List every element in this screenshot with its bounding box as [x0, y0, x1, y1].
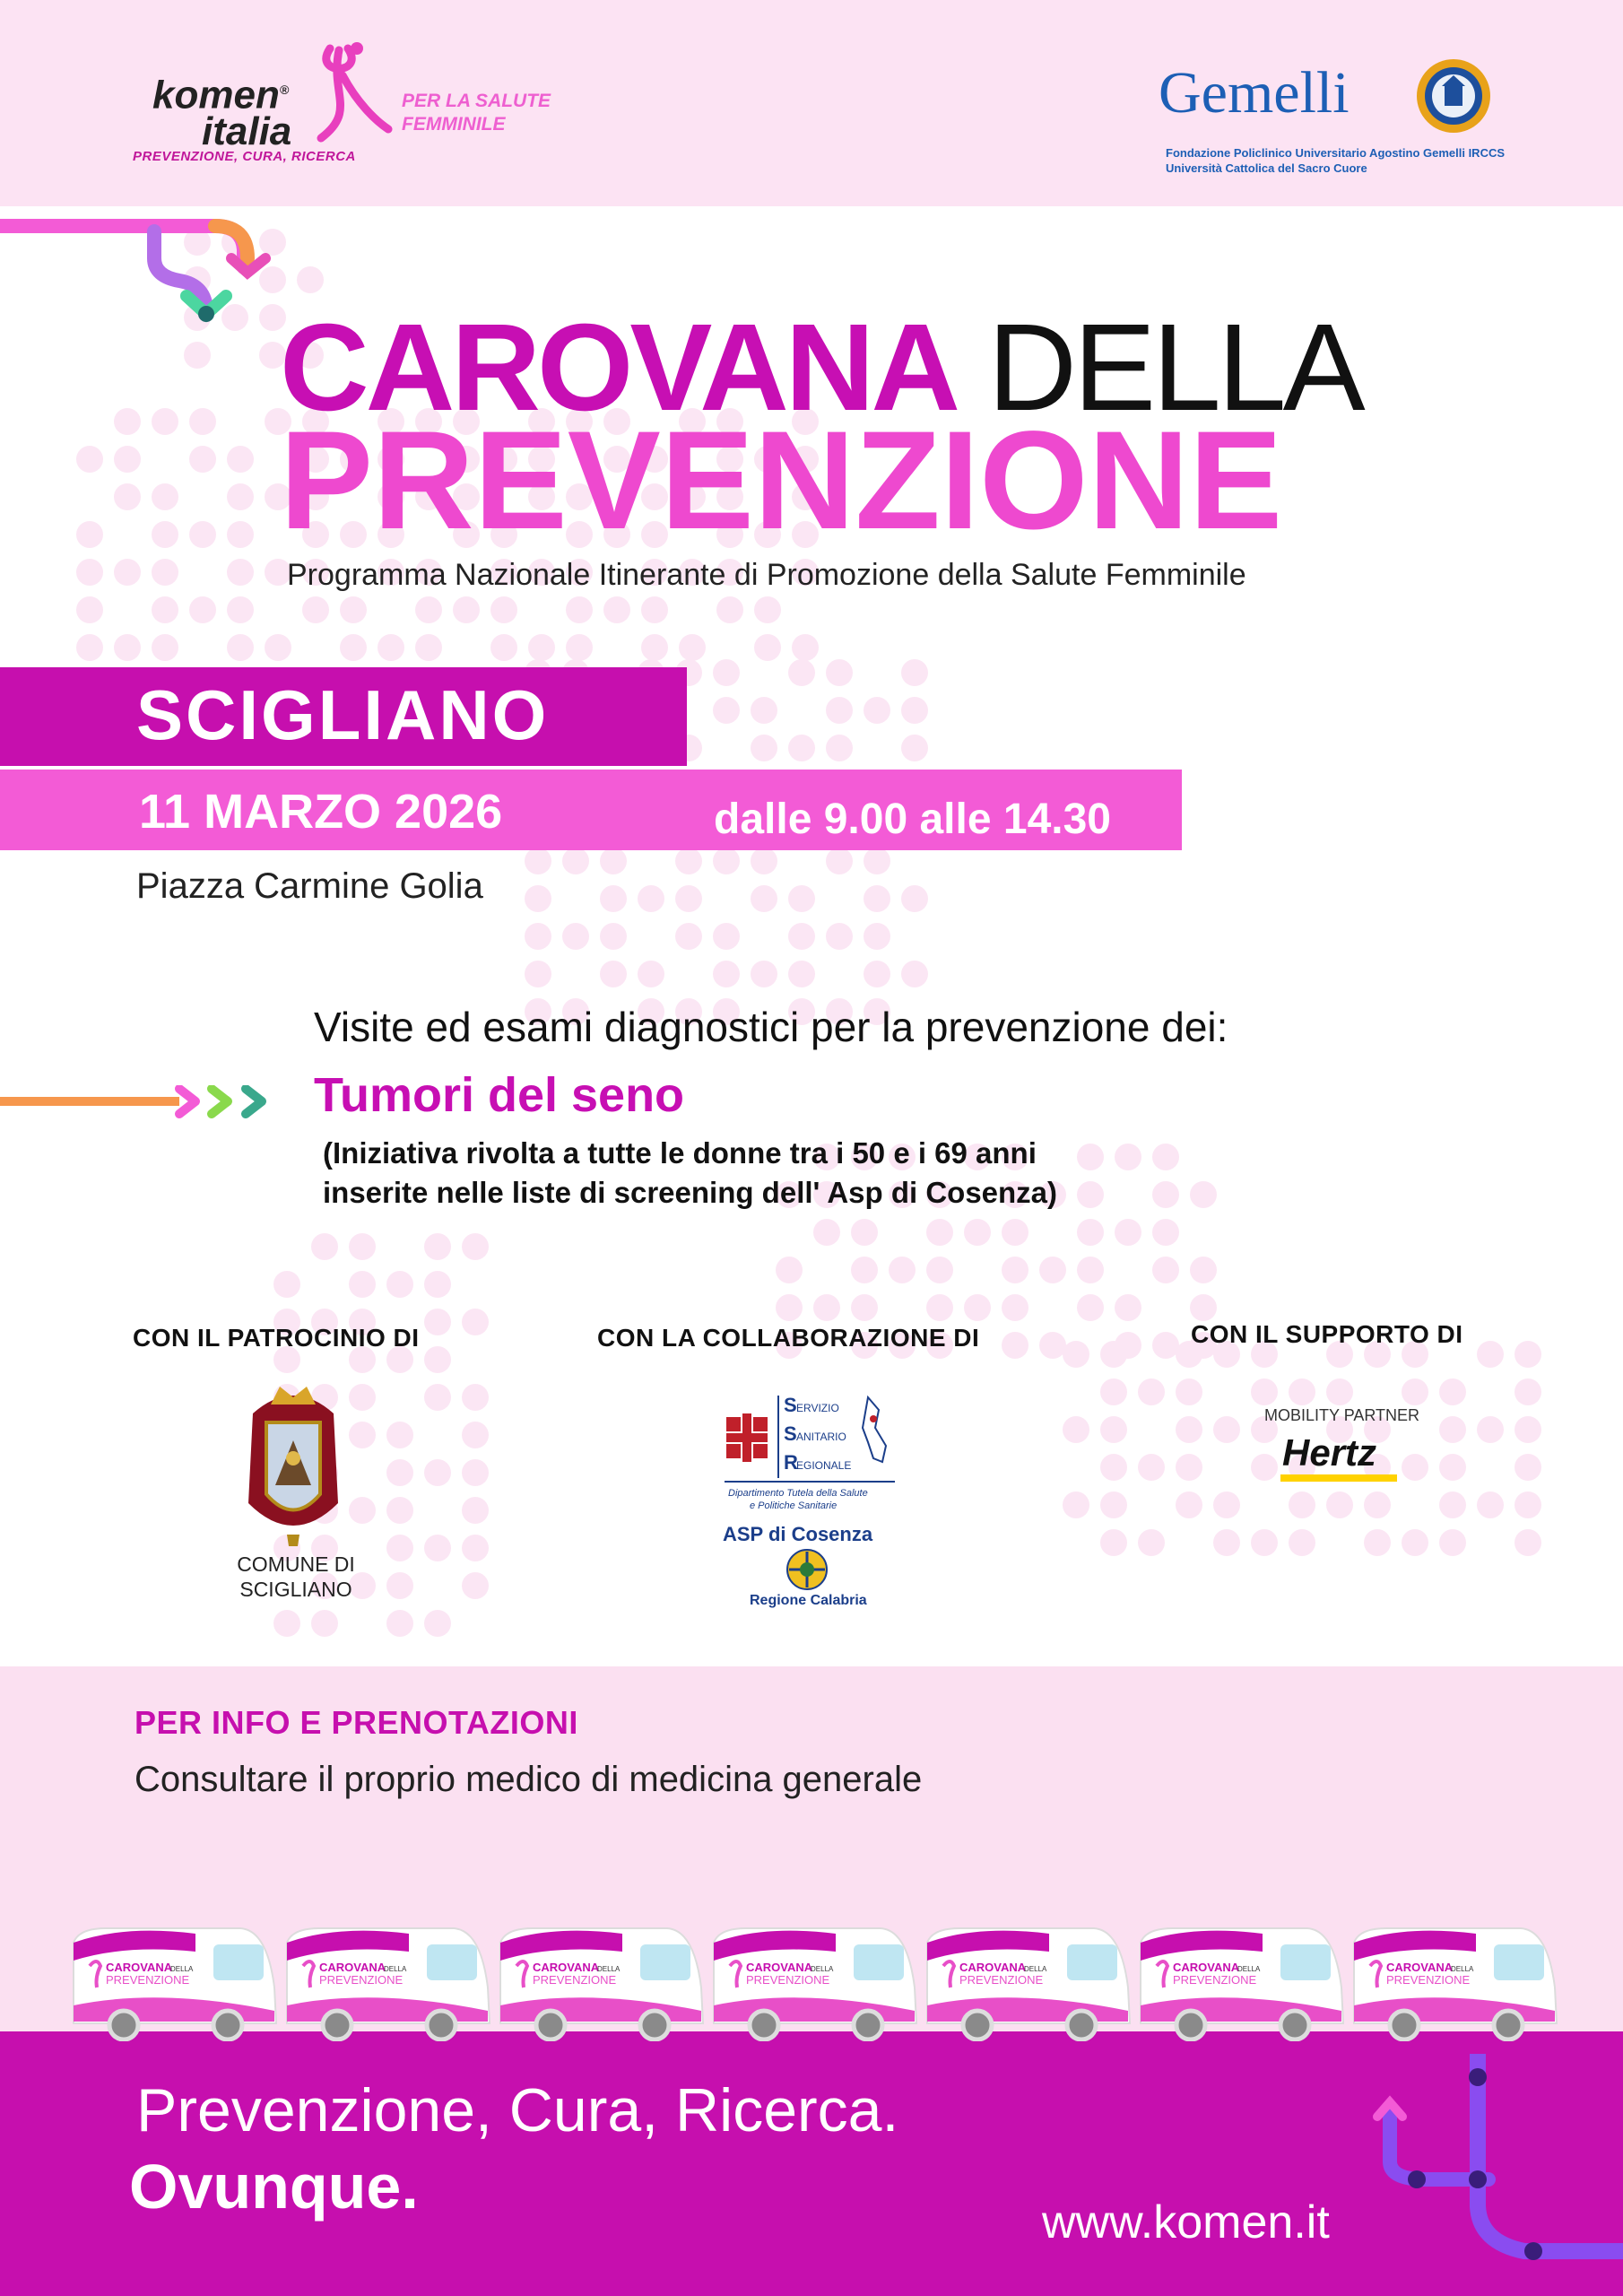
van-illustration — [1354, 1928, 1557, 2039]
van-label-della: DELLA — [811, 1965, 834, 1973]
program-subtitle: Programma Nazionale Itinerante di Promozione della Salute Femminile — [287, 558, 1246, 592]
van-illustration — [287, 1928, 490, 2039]
van-label-main: CAROVANA — [1386, 1961, 1454, 1974]
coat-of-arms-icon — [235, 1378, 352, 1548]
van-illustration — [1141, 1928, 1343, 2039]
van-label-della: DELLA — [384, 1965, 407, 1973]
van-label-della: DELLA — [1451, 1965, 1474, 1973]
hertz-yellow-bar — [1280, 1474, 1397, 1482]
van-illustration — [74, 1928, 276, 2039]
main-title-prevenzione: PREVENZIONE — [280, 403, 1283, 559]
collaboration-heading: CON LA COLLABORAZIONE DI — [597, 1324, 980, 1352]
van-label-sub: PREVENZIONE — [1386, 1973, 1471, 1987]
event-city: SCIGLIANO — [136, 675, 550, 754]
info-heading: PER INFO E PRENOTAZIONI — [135, 1704, 578, 1741]
arrow-chevrons-icon — [0, 1085, 287, 1130]
info-text: Consultare il proprio medico di medicina generale — [135, 1760, 923, 1799]
komen-subline: PREVENZIONE, CURA, RICERCA — [133, 149, 356, 164]
ssr-logo — [725, 1392, 904, 1518]
regione-calabria-seal-icon — [785, 1548, 829, 1591]
ssr-line-2: ANITARIO — [796, 1431, 846, 1443]
komen-tagline: PER LA SALUTE FEMMINILE — [402, 91, 551, 135]
services-intro: Visite ed esami diagnostici per la prevenzione dei: — [314, 1004, 1228, 1050]
regione-label: Regione Calabria — [750, 1593, 867, 1608]
vans-row — [70, 1925, 1576, 2041]
van-label-sub: PREVENZIONE — [746, 1973, 830, 1987]
van-label-main: CAROVANA — [319, 1961, 386, 1974]
comune-label: COMUNE DI SCIGLIANO — [237, 1552, 355, 1601]
van-label-main: CAROVANA — [533, 1961, 600, 1974]
ssr-initial-1: S — [784, 1394, 797, 1416]
event-place: Piazza Carmine Golia — [136, 866, 483, 906]
van-illustration — [927, 1928, 1130, 2039]
van-label-della: DELLA — [1237, 1965, 1261, 1973]
gemelli-subtitle: Fondazione Policlinico Universitario Agostino Gemelli IRCCS Università Cattolica del Sacro Cuore — [1166, 146, 1506, 175]
decorative-route-icon — [1345, 2054, 1623, 2296]
patronage-heading: CON IL PATROCINIO DI — [133, 1324, 420, 1352]
van-label-main: CAROVANA — [746, 1961, 813, 1974]
event-time: dalle 9.00 alle 14.30 — [714, 796, 1111, 843]
mobility-partner-label: MOBILITY PARTNER — [1264, 1406, 1420, 1424]
ssr-dept-line1: Dipartimento Tutela della Salute — [728, 1488, 868, 1499]
van-illustration — [500, 1928, 703, 2039]
van-label-sub: PREVENZIONE — [533, 1973, 617, 1987]
van-label-main: CAROVANA — [106, 1961, 173, 1974]
university-seal-icon — [1415, 57, 1492, 135]
ssr-line-1: ERVIZIO — [796, 1402, 839, 1414]
gemelli-logo-text: Gemelli — [1159, 60, 1350, 126]
van-label-main: CAROVANA — [1173, 1961, 1240, 1974]
van-label-main: CAROVANA — [959, 1961, 1027, 1974]
van-label-sub: PREVENZIONE — [959, 1973, 1044, 1987]
van-label-della: DELLA — [170, 1965, 194, 1973]
service-note: (Iniziativa rivolta a tutte le donne tra i 50 e i 69 anni inserite nelle liste di screening dell' Asp di Cosenza) — [323, 1136, 1058, 1209]
ssr-line-3: EGIONALE — [796, 1459, 852, 1472]
van-label-sub: PREVENZIONE — [106, 1973, 190, 1987]
main-title: CAROVANA DELLA — [280, 299, 1362, 437]
pink-ribbon-icon — [303, 39, 393, 147]
footer-slogan: Prevenzione, Cura, Ricerca. — [136, 2076, 899, 2144]
decorative-path-icon — [0, 213, 287, 330]
komen-logo-text: komen® italia — [152, 73, 292, 153]
van-label-della: DELLA — [1024, 1965, 1047, 1973]
event-date: 11 MARZO 2026 — [139, 785, 503, 839]
asp-label: ASP di Cosenza — [723, 1523, 873, 1545]
van-label-sub: PREVENZIONE — [319, 1973, 404, 1987]
van-illustration — [714, 1928, 916, 2039]
van-label-sub: PREVENZIONE — [1173, 1973, 1257, 1987]
van-label-della: DELLA — [597, 1965, 621, 1973]
footer-slogan-bold: Ovunque. — [129, 2152, 419, 2222]
service-item: Tumori del seno — [314, 1068, 685, 1122]
website-link[interactable]: www.komen.it — [1042, 2196, 1330, 2248]
hertz-logo: Hertz — [1282, 1431, 1377, 1474]
support-heading: CON IL SUPPORTO DI — [1191, 1320, 1463, 1348]
ssr-dept-line2: e Politiche Sanitarie — [750, 1500, 838, 1511]
ssr-initial-2: S — [784, 1422, 797, 1445]
ssr-initial-3: R — [784, 1451, 798, 1474]
